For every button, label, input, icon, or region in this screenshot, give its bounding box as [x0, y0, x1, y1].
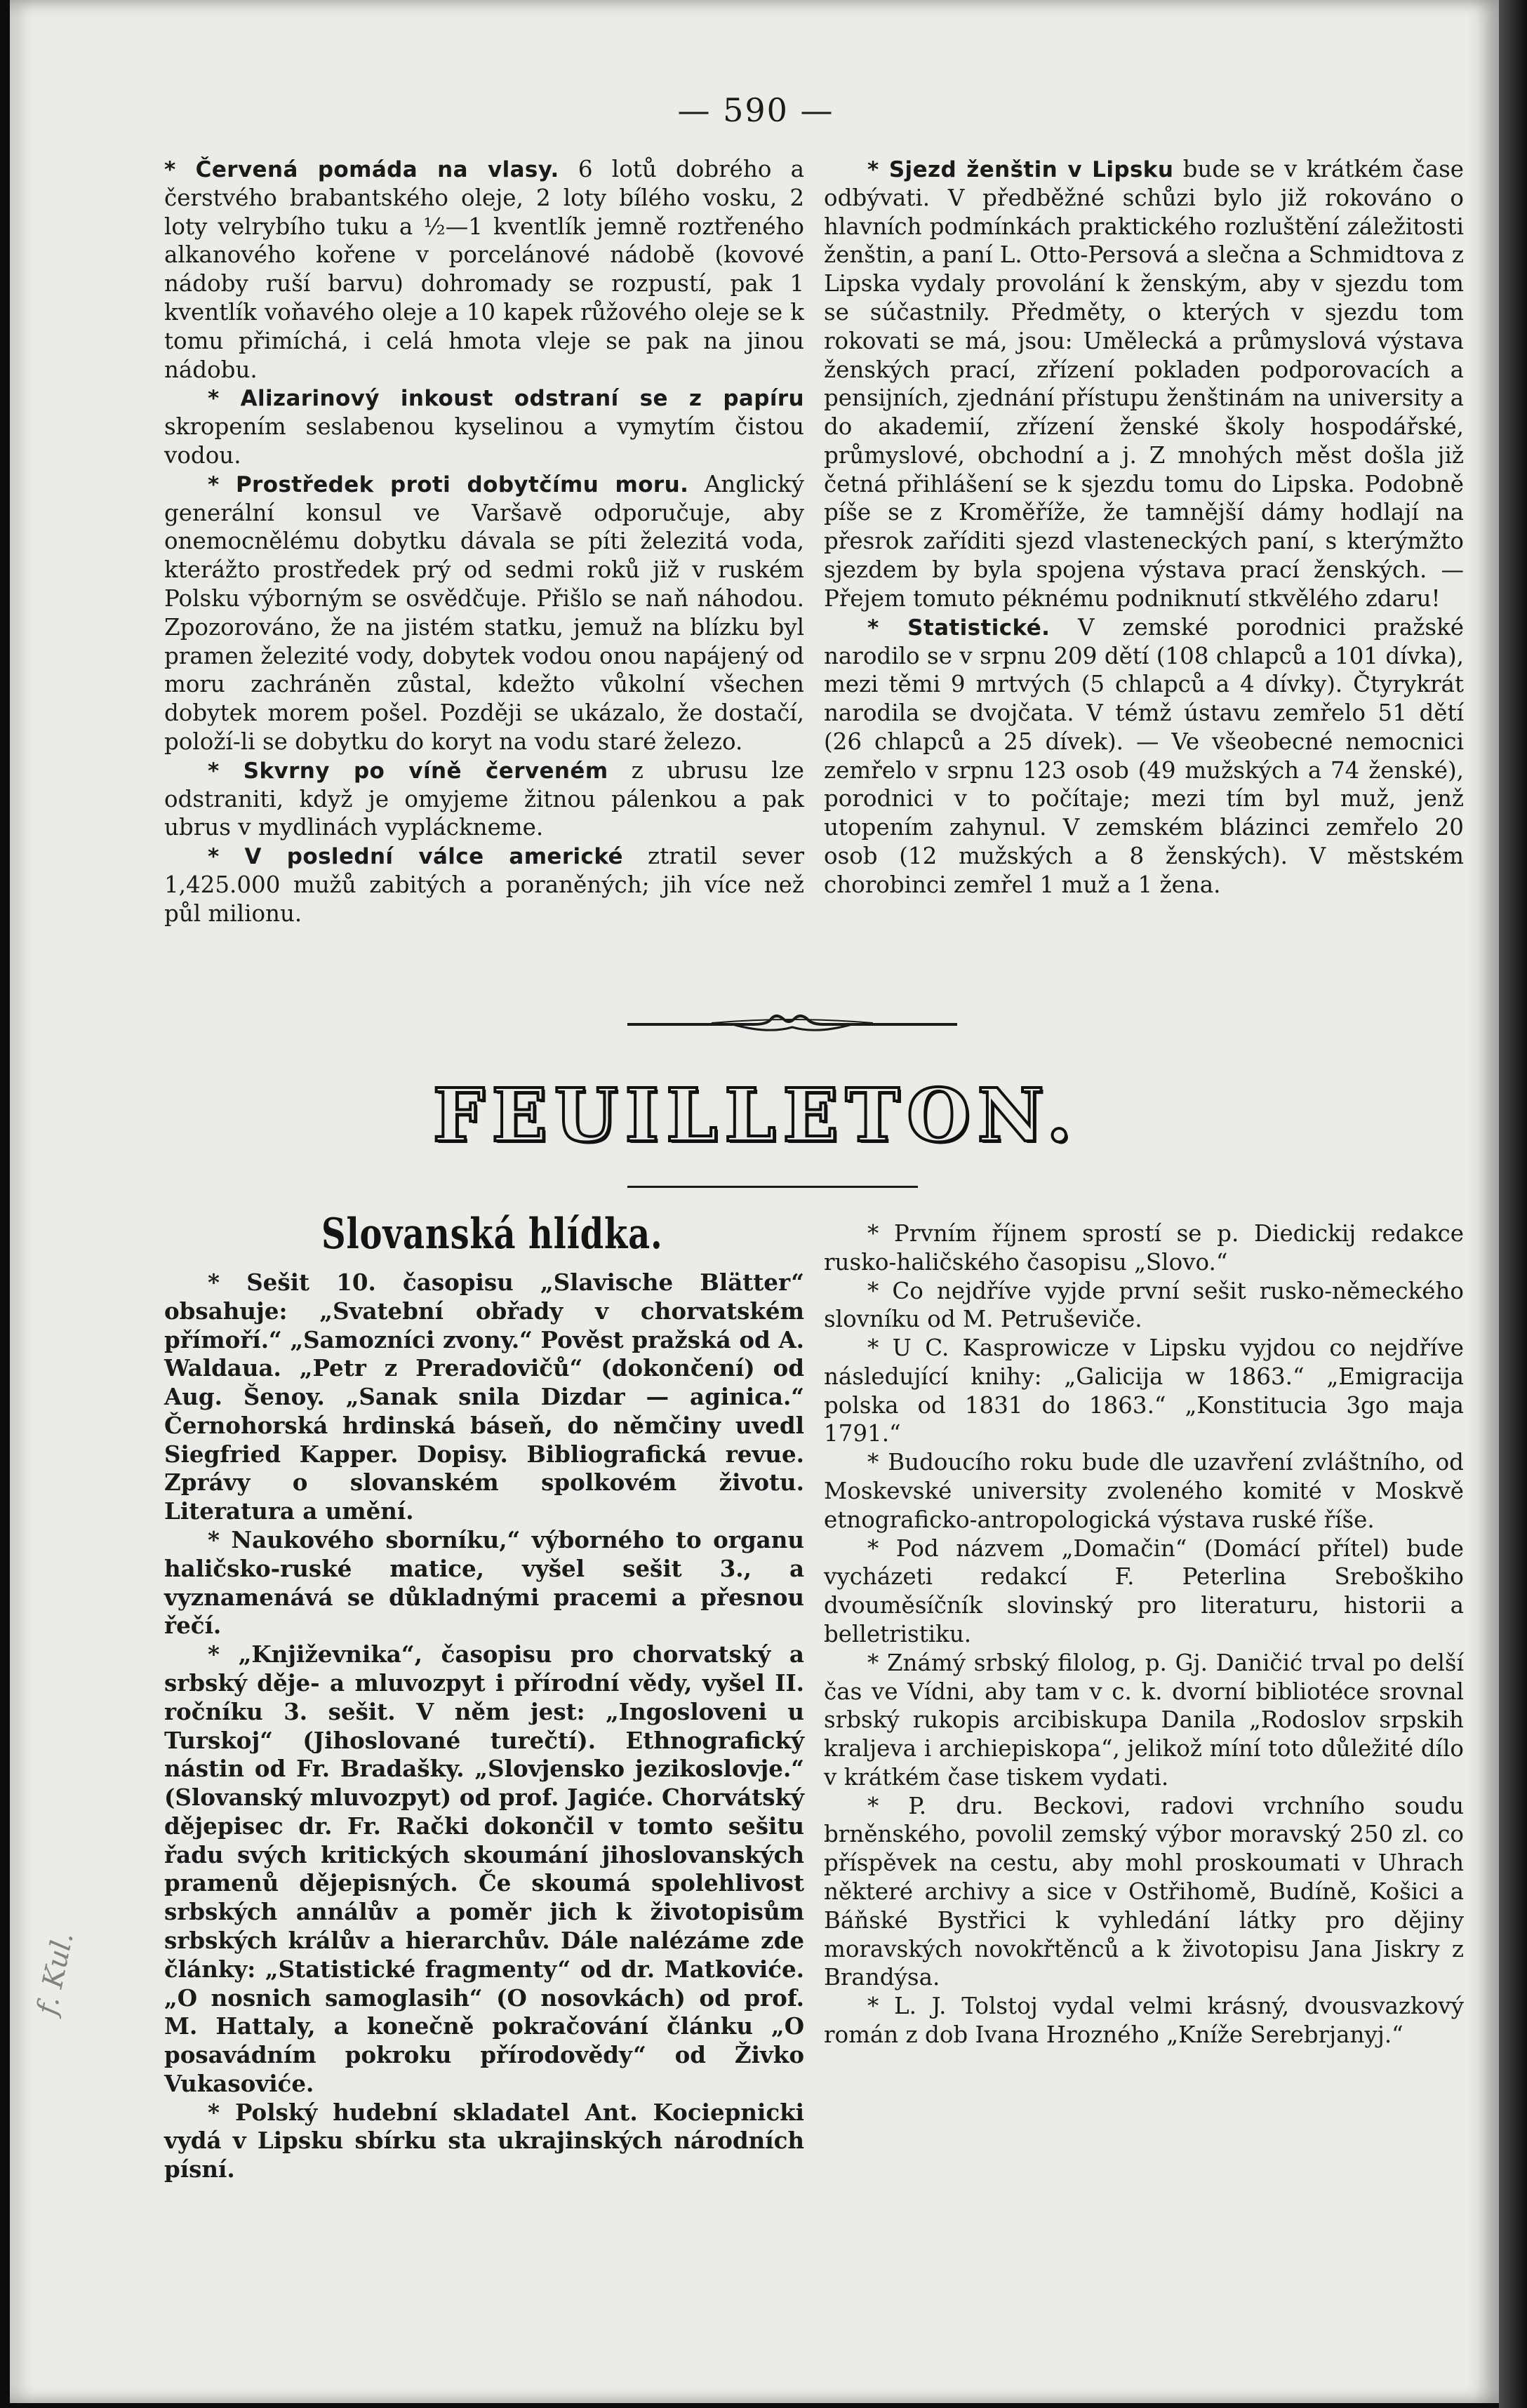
- handwritten-margin-mark: f. Kul.: [31, 1929, 80, 2018]
- feuilleton-item: * Co nejdříve vyjde první sešit rusko-německého slovníku od M. Petruševiče.: [824, 1277, 1464, 1333]
- news-item: [164, 470, 804, 756]
- feuilleton-item: * U C. Kasprowicze v Lipsku vyjdou co nejdříve následující knihy: „Galicija w 1863.“ „Emigracija polska od 1831 do 1863.“ „Konstitucia 3go maja 1791.“: [824, 1335, 1464, 1447]
- feuilleton-title: FEUILLETON.: [432, 1072, 1079, 1158]
- news-item: [164, 155, 804, 384]
- feuilleton-item: * Polský hudební skladatel Ant. Kociepnicki vydá v Lipsku sbírku sta ukrajinských národních písní.: [164, 2098, 804, 2183]
- news-item-text: ztratil sever 1,425.000 mužů zabitých a poraněných; jih více než půl milionu.: [164, 843, 804, 927]
- feuilleton-item: * Sešit 10. časopisu „Slavische Blätter“ obsahuje: „Svatební obřady v chorvatském přímoří.“ „Samozníci zvony.“ Pověst pražská od A. Waldaua. „Petr z Preradovičů“ (dokončení) od Aug. Šenoy. „Sanak snila Dizdar — aginica.“ Černohorská hrdinská báseň, do němčiny uvedl Siegfried Kapper. Dopisy. Bibliografická revue. Zprávy o slovanském spolkovém životu. Literatura a umění.: [164, 1269, 804, 1525]
- section-title: Slovanská hlídka.: [321, 1210, 663, 1259]
- news-item-heading: * Skvrny po víně červeném: [208, 758, 608, 784]
- news-item-text: skropením seslabenou kyselinou a vymytím čistou vodou.: [164, 413, 804, 469]
- news-item: [824, 155, 1464, 613]
- news-item: [164, 756, 804, 842]
- news-item-heading: * Prostředek proti dobytčímu moru.: [208, 471, 689, 497]
- feuilleton-rule: [627, 1186, 918, 1188]
- page-number: — 590 —: [677, 91, 834, 129]
- news-column-right: [824, 155, 1464, 899]
- feuilleton-item: * Naukového sborníku,“ výborného to organu haličsko-ruské matice, vyšel sešit 3., a vyznamenává se důkladnými pracemi a přesnou řečí.: [164, 1526, 804, 1640]
- news-item-text: V zemské porodnici pražské narodilo se v srpnu 209 dětí (108 chlapců a 101 dívka), mezi těmi 9 mrtvých (5 chlapců a 4 dívky). Čtyrykrát narodila se dvojčata. V témž ústavu zemřelo 51 dětí (26 chlapců a 25 dívek). — Ve všeobecné nemocnici zemřelo v srpnu 123 osob (49 mužských a 74 ženské), porodnici v to počítaje; mezi tím byl muž, jenž utopením zahynul. V zemském blázinci zemřelo 20 osob (12 mužských a 8 ženských). V městském chorobinci zemřel 1 muž a 1 žena.: [824, 613, 1464, 898]
- news-item-text: z ubrusu lze odstraniti, když je omyjeme žitnou pálenkou a pak ubrus v mydlinách vypláckneme.: [164, 756, 804, 841]
- scan-edge: [1499, 0, 1527, 2408]
- news-column-left: [164, 155, 804, 928]
- news-item: [824, 613, 1464, 899]
- feuilleton-column-left: [164, 1269, 804, 2184]
- news-item: [164, 384, 804, 469]
- feuilleton-item: * Známý srbský filolog, p. Gj. Daničić trval po delší čas ve Vídni, aby tam v c. k. dvorní bibliotéce srovnal srbský rukopis arcibiskupa Danila „Rodoslov srpskih kraljeva i archiepiskopa“, jelikož míní toto důležité dílo v krátkém čase tiskem vydati.: [824, 1649, 1464, 1791]
- news-item-heading: * Červená pomáda na vlasy.: [164, 157, 559, 182]
- news-item-heading: * Statistické.: [867, 615, 1051, 641]
- feuilleton-item: * L. J. Tolstoj vydal velmi krásný, dvousvazkový román z dob Ivana Hrozného „Kníže Serebrjanyj.“: [824, 1993, 1464, 2048]
- feuilleton-item: * Prvním říjnem sprostí se p. Diedickij redakce rusko-haličského časopisu „Slovo.“: [824, 1220, 1464, 1276]
- feuilleton-item: * Budoucího roku bude dle uzavření zvláštního, od Moskevské university zvoleného komité v Moskvě etnograficko-antropologická výstava ruské říše.: [824, 1449, 1464, 1533]
- news-item-text: Anglický generální konsul ve Varšavě odporučuje, aby onemocnělému dobytku dávala se píti železitá voda, kterážto prostředek prý od sedmi roků již v ruském Polsku výborným se osvědčuje. Přišlo se naň náhodou. Zpozorováno, že na jistém statku, jemuž na blízku byl pramen železité vody, dobytek vodou onou napájený od moru zachráněn zůstal, kdežto vůkolní všechen dobytek morem pošel. Později se ukázalo, že dostačí, položí-li se dobytku do koryt na vodu staré železo.: [164, 470, 804, 755]
- ornament-divider: [627, 1009, 957, 1037]
- news-item-text: bude se v krátkém čase odbývati. V předběžné schůzi bylo již rokováno o hlavních podmínkách praktického rozluštění záležitosti ženštin, a paní L. Otto-Persová a slečna a Schmidtova z Lipska vydaly provolání k ženským, aby v sjezdu tom se súčastnily. Předměty, o kterých v sjezdu tom rokovati se má, jsou: Umělecká a průmyslová výstava ženských prací, zřízení pokladen podporovacích a pensijních, zjednání přístupu ženštinám na university a do akademií, zřízení ženské školy hospodářské, průmyslové, obchodní a j. Z mnohých měst došla již četná přihlášení se k sjezdu tomu do Lipska. Podobně píše se z Kroměříže, že tamnější dámy hodlají na přesrok zaříditi sjezd vlasteneckých paní, s kterýmžto sjezdem by byla spojena výstava prací ženských. — Přejem tomuto péknému podniknutí stkvělého zdaru!: [824, 156, 1464, 612]
- feuilleton-column-right: [824, 1219, 1464, 2049]
- newspaper-page: [10, 0, 1502, 2403]
- news-item-heading: * Sjezd ženštin v Lipsku: [867, 157, 1174, 182]
- feuilleton-item: * P. dru. Beckovi, radovi vrchního soudu brněnského, povolil zemský výbor moravský 250 zl. co příspěvek na cestu, aby mohl proskoumati v Uhrach některé archivy a sice v Ostřihomě, Budíně, Košici a Báňské Bystřici k vyhledání látky pro dějiny moravských novokřtěnců a k životopisu Jana Jiskry z Brandýsa.: [824, 1792, 1464, 1991]
- news-item-text: 6 lotů dobrého a čerstvého brabantského oleje, 2 loty bílého vosku, 2 loty velrybího tuku a ½—1 kventlík jemně roztřeného alkanového kořene v porcelánové nádobě (kovové nádoby ruší barvu) dohromady se rozpustí, pak 1 kventlík voňavého oleje a 10 kapek růžového oleje se k tomu přimíchá, i celá hmota vleje se pak na jinou nádobu.: [164, 156, 804, 383]
- news-item-heading: * Alizarinový inkoust odstraní se z papíru: [208, 386, 804, 412]
- feuilleton-item: * Pod názvem „Domačin“ (Domácí přítel) bude vycházeti redakcí F. Peterlina Sreboškiho dvouměsíčník slovinský pro literaturu, historii a belletristiku.: [824, 1534, 1464, 1647]
- feuilleton-item: * „Književnika“, časopisu pro chorvatský a srbský děje- a mluvozpyt i přírodní vědy, vyšel II. ročníku 3. sešit. V něm jest: „Ingosloveni u Turskoj“ (Jihoslované turečtí). Ethnografický nástin od Fr. Bradašky. „Slovjensko jezikoslovje.“ (Slovanský mluvozpyt) od prof. Jagiće. Chorvátský dějepisec dr. Fr. Rački dokončil v tomto sešitu řadu svých kritických skoumání jihoslovanských pramenů dějepisných. Če skoumá spolehlivost srbských annálův a poměr jich k životopisům srbských králův a hierarchův. Dále nalézáme zde články: „Statistické fragmenty“ od dr. Matkoviće. „O nosnich samoglasih“ (O nosovkách) od prof. M. Hattaly, a konečně pokračování článku „O posavádním pokroku přírodovědy“ od Živko Vukasoviće.: [164, 1640, 804, 2097]
- news-item-heading: * V poslední válce americké: [208, 844, 623, 870]
- news-item: [164, 842, 804, 928]
